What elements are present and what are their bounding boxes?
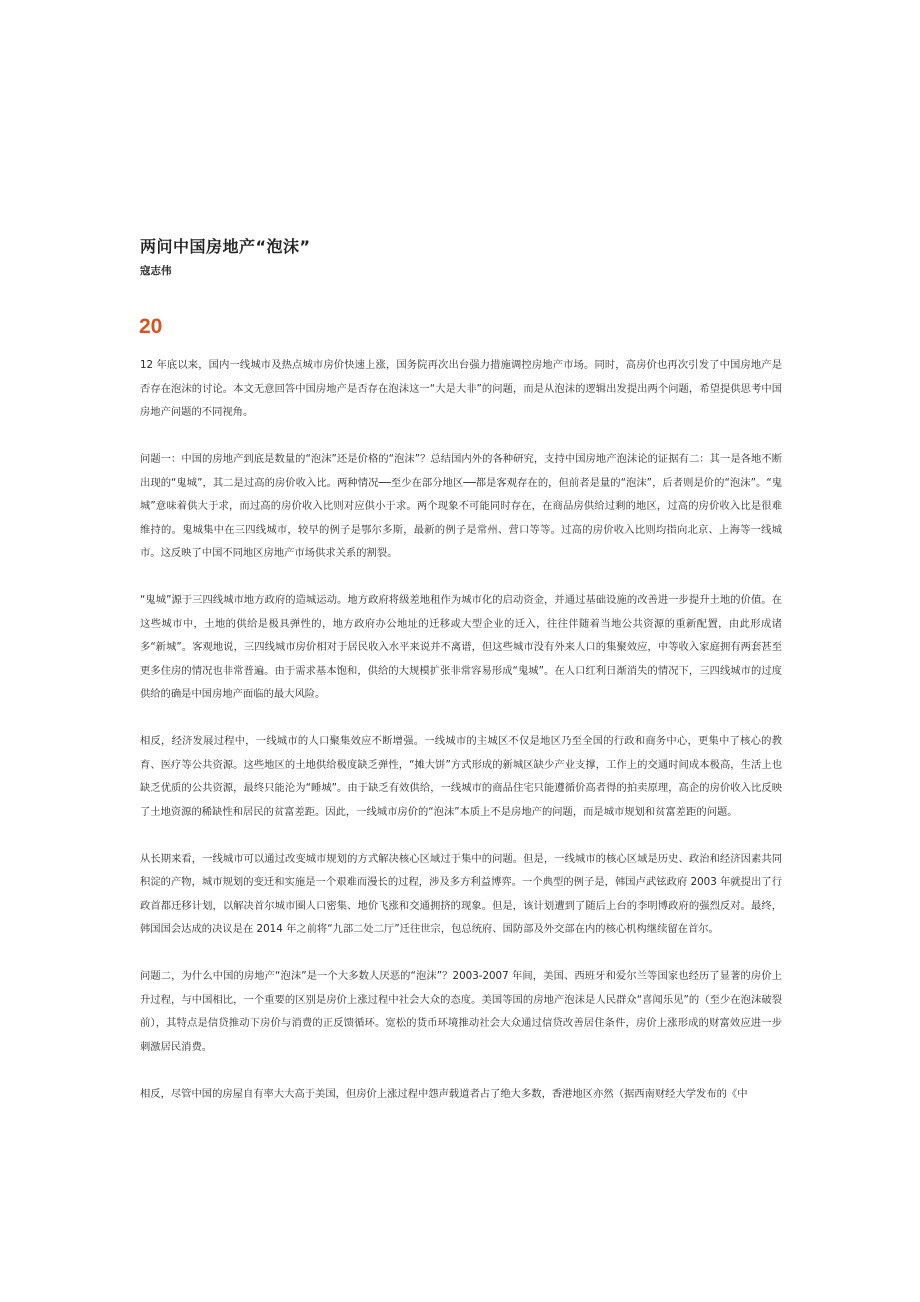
article-author: 寇志伟 (140, 265, 172, 277)
drop-cap-number: 20 (139, 315, 163, 338)
article-body (140, 354, 782, 1106)
paragraph-5: 从长期来看，一线城市可以通过改变城市规划的方式解决核心区域过于集中的问题。但是，一线城市的核心区域是历史、政治和经济因素共同积淀的产物，城市规划的变迁和实施是一个艰难而漫长的过程，涉及多方利益博弈。一个典型的例子是，韩国卢武铉政府 2003 年就提出了行政首都迁移计划，以解决首尔城市圈人口密集、地价飞涨和交通拥挤的现象。但是，该计划遭到了随后上台的李明博政府的强烈反对。最终，韩国国会达成的决议是在 2014 年之前将“九部二处二厅”迁往世宗，包总统府、国防部及外交部在内的核心机构继续留在首尔。 (140, 852, 782, 935)
paragraph-7: 相反，尽管中国的房屋自有率大大高于美国，但房价上涨过程中怨声载道者占了绝大多数，香港地区亦然（据西南财经大学发布的《中 (140, 1087, 748, 1100)
paragraph-6: 问题二，为什么中国的房地产“泡沫”是一个大多数人厌恶的“泡沫”？2003-2007 年间，美国、西班牙和爱尔兰等国家也经历了显著的房价上升过程，与中国相比，一个重要的区别是房价上涨过程中社会大众的态度。美国等国的房地产泡沫是人民群众“喜闻乐见”的（至少在泡沫破裂前），其特点是信贷推动下房价与消费的正反馈循环。宽松的货币环境推动社会大众通过信贷改善居住条件，房价上涨形成的财富效应进一步刺激居民消费。 (140, 970, 782, 1053)
paragraph-4: 相反，经济发展过程中，一线城市的人口聚集效应不断增强。一线城市的主城区不仅是地区乃至全国的行政和商务中心，更集中了核心的教育、医疗等公共资源。这些地区的土地供给极度缺乏弹性，“摊大饼”方式形成的新城区缺少产业支撑，工作上的交通时间成本极高，生活上也缺乏优质的公共资源，最终只能沦为“睡城”。由于缺乏有效供给，一线城市的商品住宅只能遵循价高者得的拍卖原理，高企的房价收入比反映了土地资源的稀缺性和居民的贫富差距。因此，一线城市房价的“泡沫”本质上不是房地产的问题，而是城市规划和贫富差距的问题。 (140, 735, 782, 818)
paragraph-1: 12 年底以来，国内一线城市及热点城市房价快速上涨，国务院再次出台强力措施调控房地产市场。同时，高房价也再次引发了中国房地产是否存在泡沫的讨论。本文无意回答中国房地产是否存在泡沫这一“大是大非”的问题，而是从泡沫的逻辑出发提出两个问题，希望提供思考中国房地产问题的不同视角。 (140, 359, 782, 418)
paragraph-3: “鬼城”源于三四线城市地方政府的造城运动。地方政府将级差地租作为城市化的启动资金，并通过基础设施的改善进一步提升土地的价值。在这些城市中，土地的供给是极具弹性的，地方政府办公地址的迁移或大型企业的迁入，往往伴随着当地公共资源的重新配置，由此形成诸多“新城”。客观地说，三四线城市房价相对于居民收入水平来说并不离谱，但这些城市没有外来人口的集聚效应，中等收入家庭拥有两套甚至更多住房的情况也非常普遍。由于需求基本饱和，供给的大规模扩张非常容易形成“鬼城”。在人口红利日渐消失的情况下，三四线城市的过度供给的确是中国房地产面临的最大风险。 (140, 594, 782, 700)
article-title: 两问中国房地产“泡沫” (140, 237, 311, 256)
paragraph-2: 问题一：中国的房地产到底是数量的“泡沫”还是价格的“泡沫”？总结国内外的各种研究，支持中国房地产泡沫论的证据有二：其一是各地不断出现的“鬼城”，其二是过高的房价收入比。两种情况──至少在部分地区──都是客观存在的，但前者是量的“泡沫”，后者则是价的“泡沫”。“鬼城”意味着供大于求，而过高的房价收入比则对应供小于求。两个现象不可能同时存在，在商品房供给过剩的地区，过高的房价收入比是很难维持的。鬼城集中在三四线城市，较早的例子是鄂尔多斯，最新的例子是常州、营口等等。过高的房价收入比则均指向北京、上海等一线城市。这反映了中国不同地区房地产市场供求关系的割裂。 (140, 453, 782, 559)
